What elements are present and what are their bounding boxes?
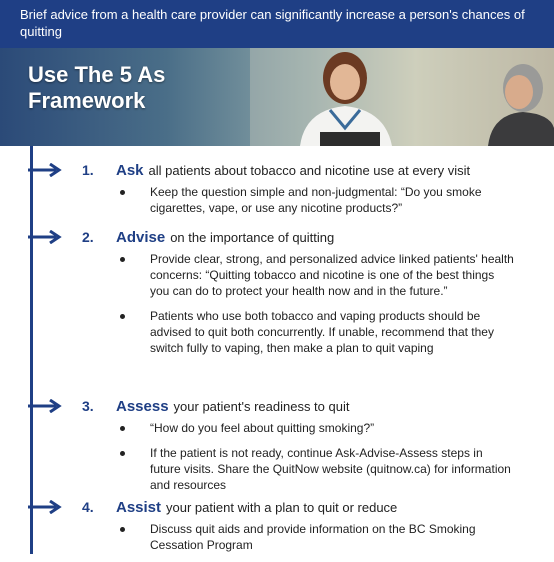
arrow-right-icon — [28, 500, 64, 514]
timeline-line — [30, 146, 33, 554]
list-item: Keep the question simple and non-judgmental: “Do you smoke cigarettes, vape, or use any nicotine products?” — [116, 184, 516, 216]
bullet-list — [116, 521, 516, 562]
step-number: 4. — [82, 499, 94, 515]
bullet-dot-icon — [120, 451, 125, 456]
bullet-dot-icon — [120, 426, 125, 431]
arrow-right-icon — [28, 230, 64, 244]
intro-banner — [0, 0, 554, 48]
step-keyword: Advise — [116, 229, 166, 246]
list-item: If the patient is not ready, continue Ask-Advise-Assess steps in future visits. Share the QuitNow website (quitnow.ca) for information and resources — [116, 445, 516, 493]
step-keyword: Assist — [116, 499, 162, 516]
step-description: on the importance of quitting — [170, 230, 335, 245]
list-item: “How do you feel about quitting smoking?” — [116, 420, 516, 436]
bullet-list — [116, 420, 516, 502]
step-description: your patient with a plan to quit or reduce — [166, 500, 398, 515]
step-keyword: Assess — [116, 398, 169, 415]
bullet-dot-icon — [120, 527, 125, 532]
intro-text: Brief advice from a health care provider can significantly increase a person's chances of quitting — [20, 7, 525, 39]
step-number: 2. — [82, 229, 94, 245]
step-heading — [116, 398, 349, 415]
title-line-2: Framework — [28, 88, 146, 113]
list-item: Discuss quit aids and provide information on the BC Smoking Cessation Program — [116, 521, 516, 553]
bullet-dot-icon — [120, 190, 125, 195]
list-item: Provide clear, strong, and personalized advice linked patients' health concerns: “Quitting tobacco and nicotine is one of the best things you can do to protect your health now and in the future.” — [116, 251, 516, 299]
hero-section — [0, 48, 554, 146]
list-item: Patients who use both tobacco and vaping products should be advised to quit both concurrently. If unable, recommend that they switch fully to vaping, then make a plan to quit vaping — [116, 308, 516, 356]
bullet-dot-icon — [120, 257, 125, 262]
title-line-1: Use The 5 As — [28, 62, 166, 87]
arrow-right-icon — [28, 163, 64, 177]
step-number: 1. — [82, 162, 94, 178]
bullet-dot-icon — [120, 314, 125, 319]
bullet-list — [116, 251, 516, 365]
step-heading — [116, 229, 334, 246]
step-heading — [116, 162, 470, 179]
step-description: all patients about tobacco and nicotine use at every visit — [148, 163, 471, 178]
page-title — [28, 62, 165, 114]
bullet-list — [116, 184, 516, 225]
step-description: your patient's readiness to quit — [173, 399, 350, 414]
arrow-right-icon — [28, 399, 64, 413]
step-heading — [116, 499, 397, 516]
step-keyword: Ask — [116, 162, 144, 179]
step-number: 3. — [82, 398, 94, 414]
